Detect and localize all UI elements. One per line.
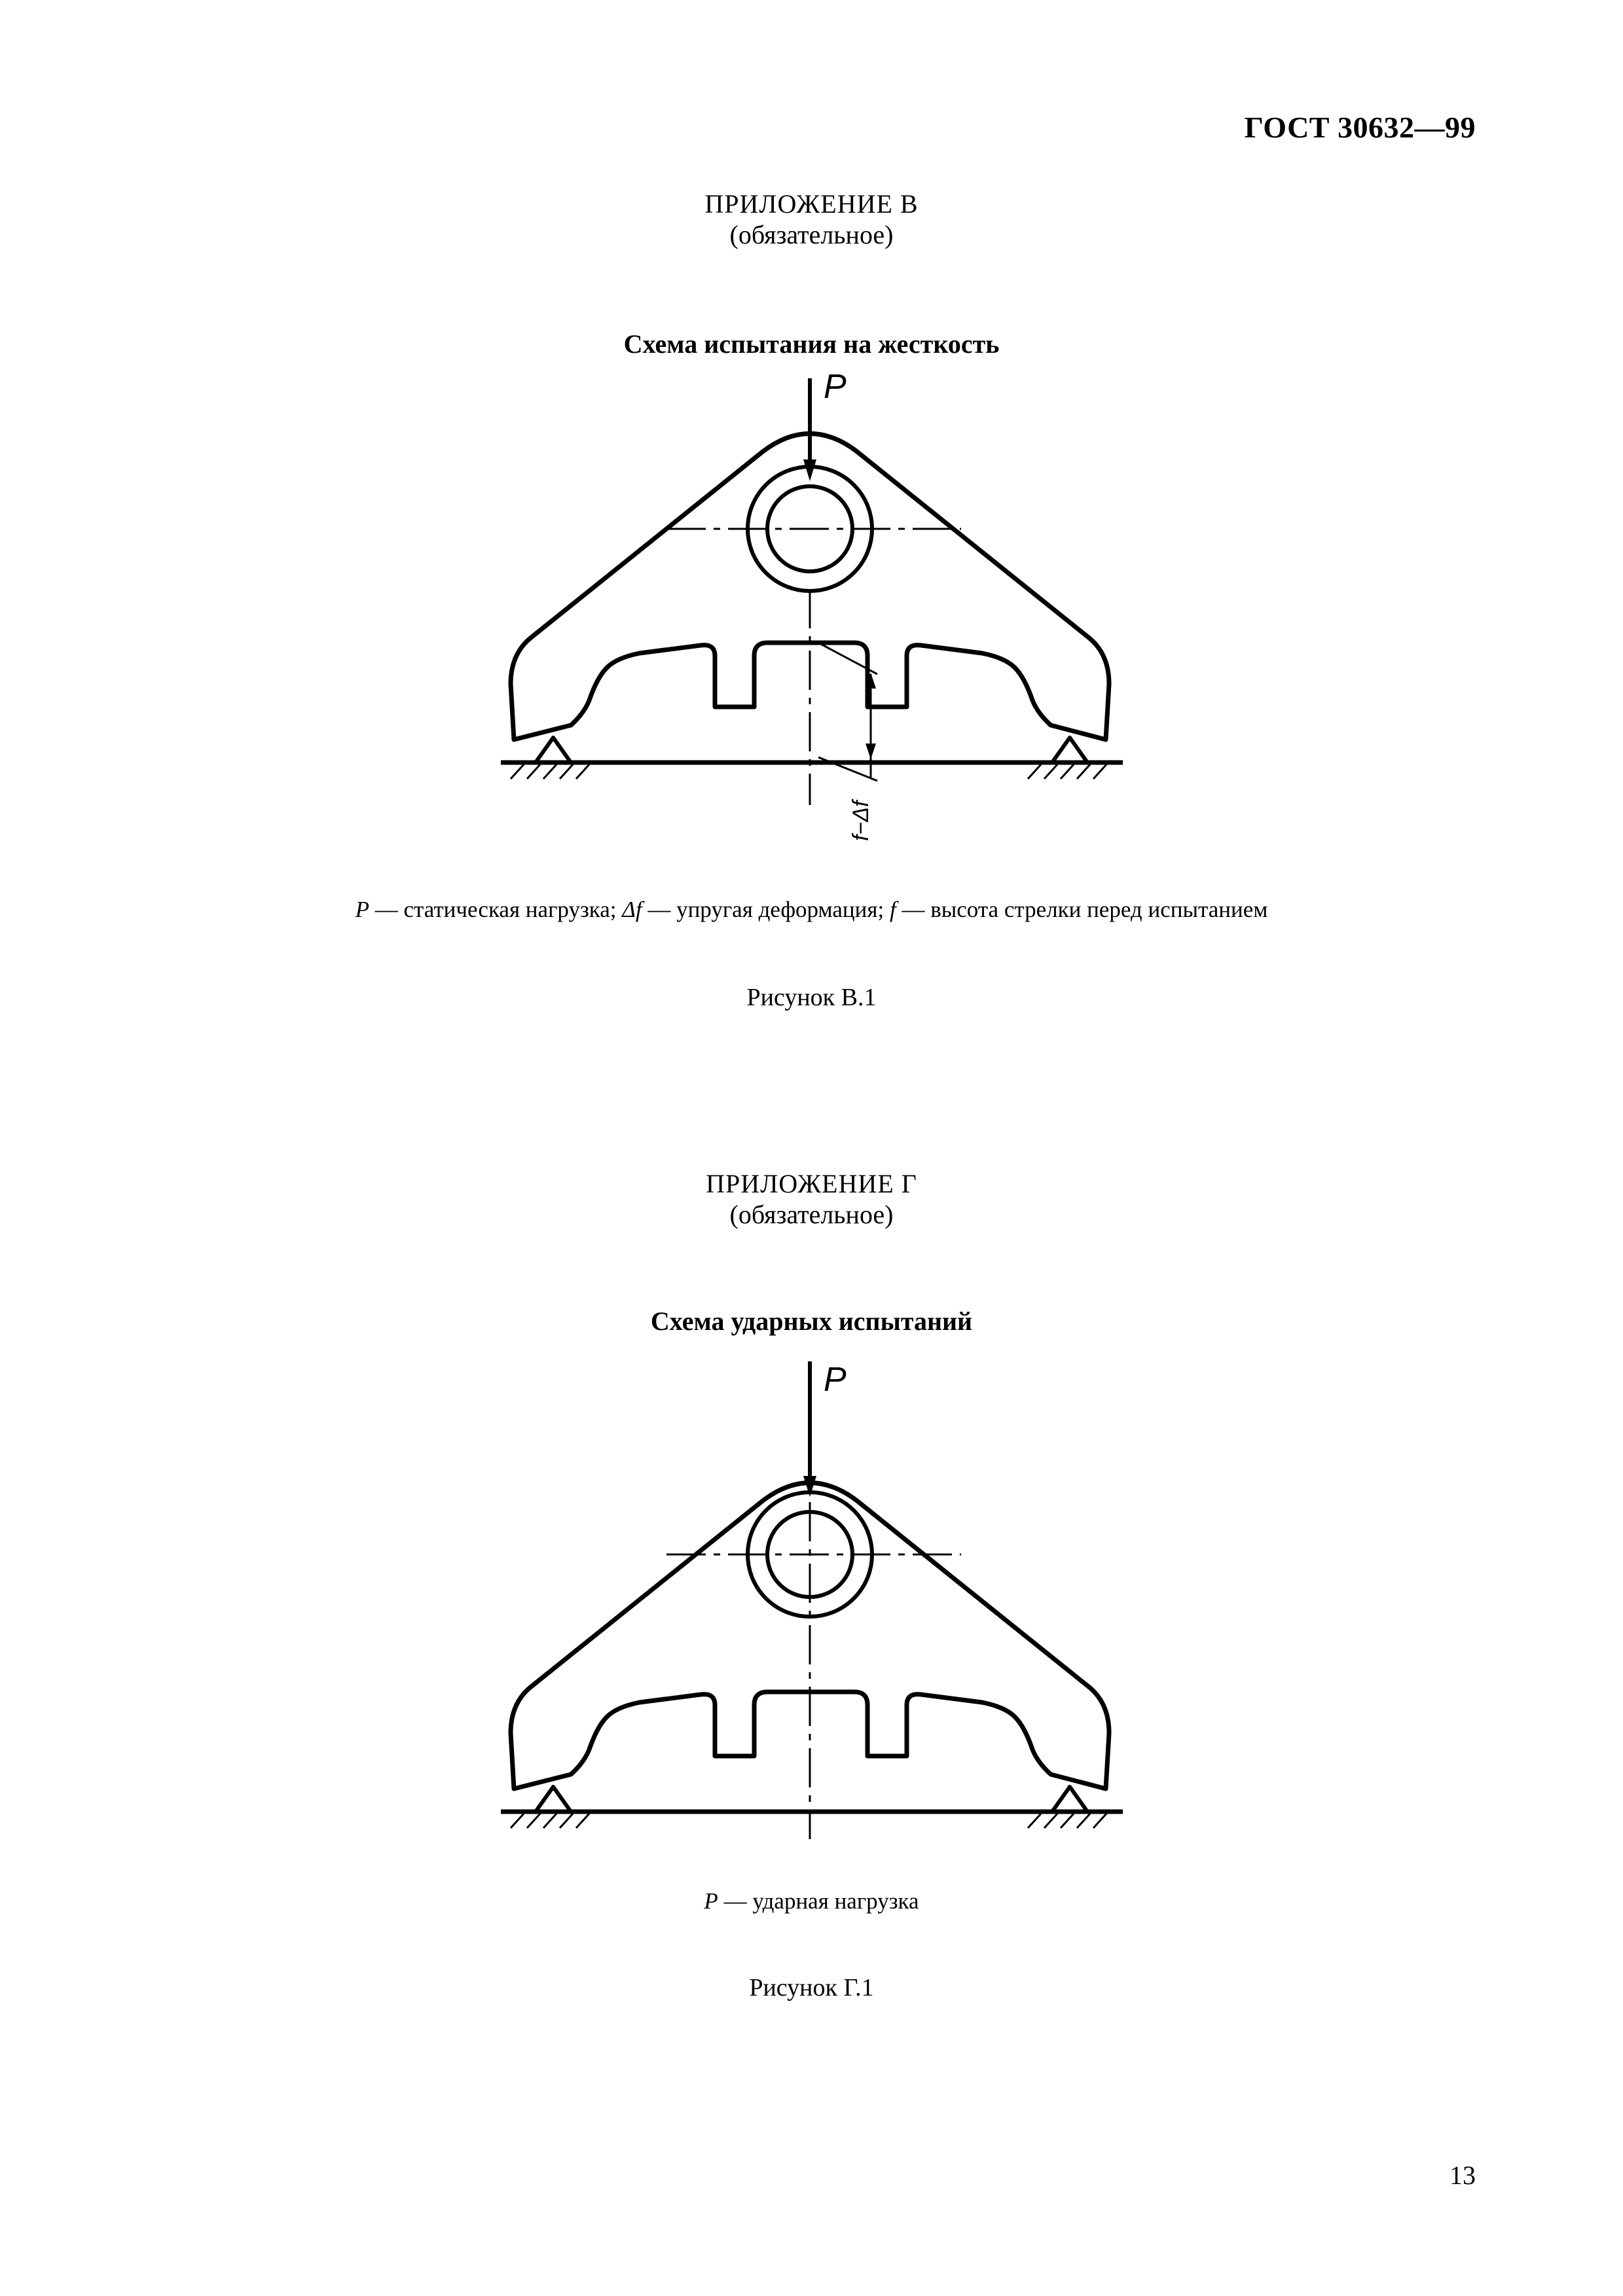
force-arrow-head [803,459,816,481]
force-label-p: P [824,368,847,406]
dim-label-f-minus-df: f−Δf [848,800,873,841]
legend-text-static-load: — статическая нагрузка; [369,897,623,922]
document-header-standard: ГОСТ 30632—99 [1244,111,1476,144]
right-support-hatch [1028,1814,1106,1828]
left-support [536,738,571,762]
figure-g1-legend [0,1888,1623,1914]
legend-text-arrow-height: — высота стрелки перед испытанием [896,897,1268,922]
page-number: 13 [1450,2161,1476,2190]
right-support-hatch [1028,764,1106,779]
appendix-b-subtitle: (обязательное) [729,220,894,249]
appendix-b-title: ПРИЛОЖЕНИЕ В [704,189,919,219]
legend-text-elastic-deformation: — упругая деформация; [642,897,890,922]
dim-arrow-bottom [866,744,876,759]
left-support [536,1787,571,1812]
legend-symbol-p: P [704,1888,718,1914]
figure-g1-title: Схема ударных испытаний [650,1306,973,1336]
figure-b1-title: Схема испытания на жесткость [623,329,1000,359]
right-support [1052,738,1087,762]
figure-b1-caption: Рисунок В.1 [746,984,877,1011]
figure-b1-diagram [0,367,1623,877]
appendix-g-title: ПРИЛОЖЕНИЕ Г [706,1169,917,1198]
left-support-hatch [511,764,589,779]
legend-symbol-p: P [355,897,369,922]
left-support-hatch [511,1814,589,1828]
legend-symbol-df: Δf [622,897,642,922]
figure-b1-legend [0,897,1623,923]
force-label-p: P [824,1361,847,1399]
legend-text-impact-load: — ударная нагрузка [718,1888,919,1914]
right-support [1052,1787,1087,1812]
legend-symbol-f: f [889,897,896,922]
figure-g1-caption: Рисунок Г.1 [749,1974,874,2001]
appendix-g-subtitle: (обязательное) [729,1200,894,1229]
figure-g1-diagram [0,1352,1623,1836]
